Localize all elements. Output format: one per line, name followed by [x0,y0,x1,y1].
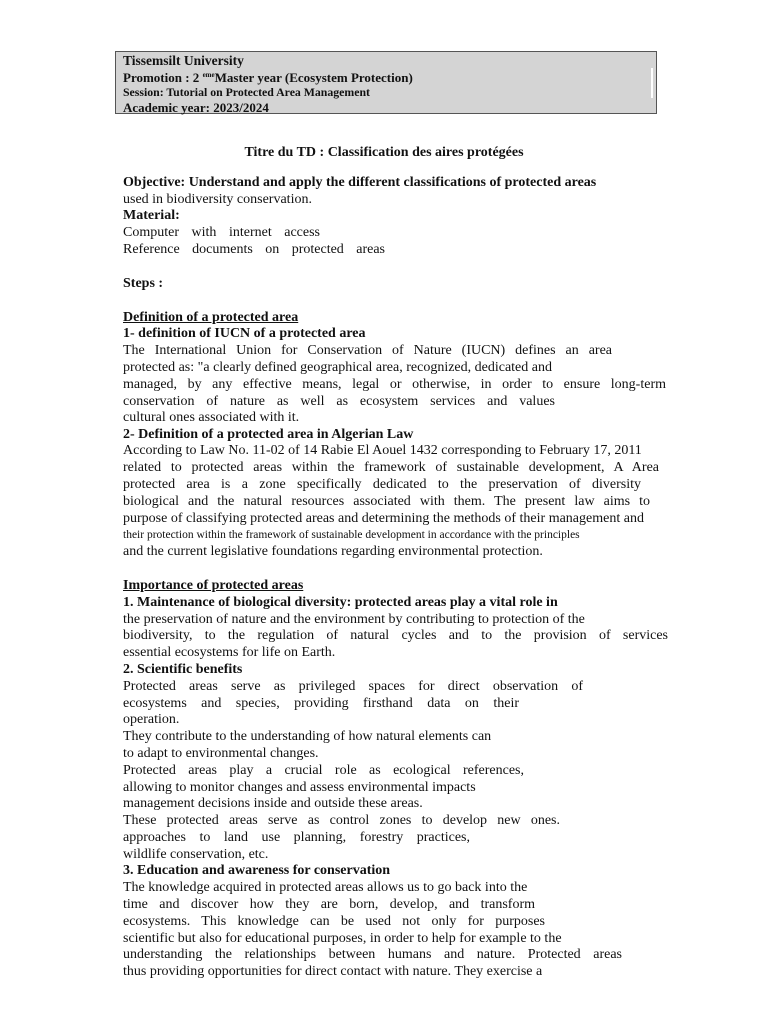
body-line: their protection within the framework of sustainable development in accordance with the principles [123,529,580,541]
body-line: protected as: "a clearly defined geographical area, recognized, dedicated and [123,360,552,375]
body-line: According to Law No. 11-02 of 14 Rabie El Aouel 1432 corresponding to February 17, 2011 [123,443,642,458]
body-line: protected area is a zone specifically dedicated to the preservation of diversity [123,477,641,492]
body-line: managed, by any effective means, legal or otherwise, in order to ensure long-term [123,377,666,392]
body-line: operation. [123,712,180,727]
body-line: They contribute to the understanding of how natural elements can [123,729,492,744]
promotion-line: Promotion : 2 $^{eme}$Master year (Ecosystem Protection) [123,70,413,85]
body-line: scientific but also for educational purposes, in order to help for example to the [123,931,562,946]
subsection-heading: 1- definition of IUCN of a protected area [123,326,366,341]
academic-year: Academic year: 2023/2024 [123,100,269,115]
body-line: time and discover how they are born, develop, and transform [123,897,535,912]
body-line: biodiversity, to the regulation of natural cycles and to the provision of services [123,628,668,643]
body-line: thus providing opportunities for direct contact with nature. They exercise a [123,964,543,979]
body-line: Computer with internet access [123,225,320,240]
body-line: management decisions inside and outside these areas. [123,796,423,811]
body-line: Reference documents on protected areas [123,242,385,257]
body-line: understanding the relationships between humans and nature. Protected areas [123,947,622,962]
steps-heading: Steps : [123,276,164,291]
subsection-heading: 2. Scientific benefits [123,662,243,677]
body-line: to adapt to environmental changes. [123,746,319,761]
body-line: used in biodiversity conservation. [123,192,312,207]
body-line: ecosystems and species, providing firsthand data on their [123,696,519,711]
body-line: wildlife conservation, etc. [123,847,269,862]
section-heading: Definition of a protected area [123,310,299,325]
course-header-box [115,51,657,114]
header-inner-edge [651,68,653,98]
body-line: ecosystems. This knowledge can be used not only for purposes [123,914,545,929]
body-line: allowing to monitor changes and assess environmental impacts [123,780,476,795]
body-line: and the current legislative foundations regarding environmental protection. [123,544,543,559]
section-heading: Importance of protected areas [123,578,304,593]
session-line: Session: Tutorial on Protected Area Management [123,85,370,99]
body-line: Protected areas serve as privileged spaces for direct observation of [123,679,583,694]
body-line: conservation of nature as well as ecosystem services and values [123,394,555,409]
objective-heading: Objective: Understand and apply the different classifications of protected areas [123,175,597,190]
body-line: related to protected areas within the framework of sustainable development, A Area [123,460,659,475]
subsection-heading: 1. Maintenance of biological diversity: protected areas play a vital role in [123,595,558,610]
body-line: the preservation of nature and the environment by contributing to protection of the [123,612,585,627]
document-title: Titre du TD : Classification des aires protégées [244,145,524,160]
body-line: approaches to land use planning, forestry practices, [123,830,470,845]
body-line: biological and the natural resources associated with them. The present law aims to [123,494,650,509]
body-line: cultural ones associated with it. [123,410,300,425]
body-line: These protected areas serve as control zones to develop new ones. [123,813,560,828]
body-line: The knowledge acquired in protected areas allows us to go back into the [123,880,528,895]
university-name: Tissemsilt University [123,53,244,68]
body-line: Protected areas play a crucial role as ecological references, [123,763,524,778]
material-heading: Material: [123,208,180,223]
body-line: essential ecosystems for life on Earth. [123,645,336,660]
subsection-heading: 3. Education and awareness for conservation [123,863,391,878]
body-line: purpose of classifying protected areas and determining the methods of their management and [123,511,644,526]
body-line: The International Union for Conservation of Nature (IUCN) defines an area [123,343,612,358]
subsection-heading: 2- Definition of a protected area in Algerian Law [123,427,414,442]
